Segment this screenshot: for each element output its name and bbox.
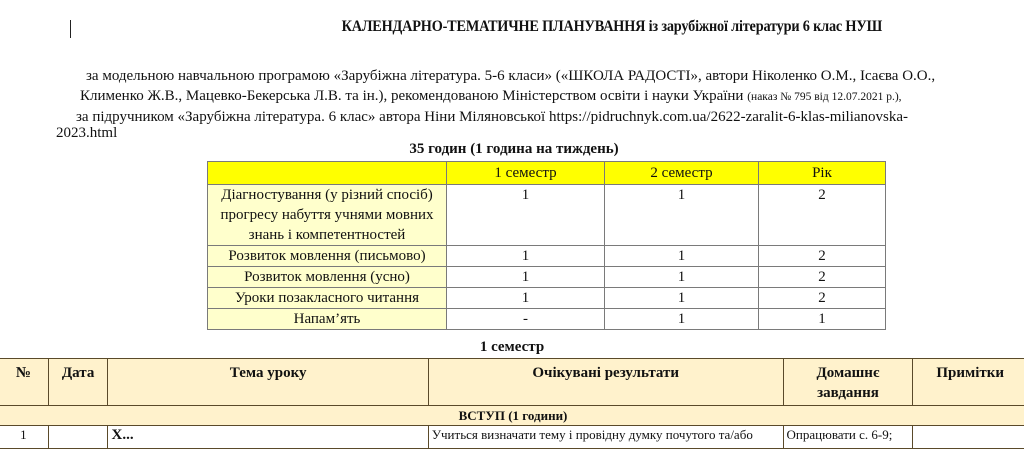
summary-header-year: Рік: [759, 162, 886, 185]
summary-header-semester-1: 1 семестр: [447, 162, 605, 185]
summary-cell-year: 2: [759, 288, 886, 309]
plan-header-date: Дата: [48, 359, 108, 406]
lesson-homework: Опрацювати с. 6-9;: [783, 426, 913, 449]
lesson-topic: Х...: [108, 426, 428, 449]
section-title: ВСТУП (1 години): [0, 406, 1024, 426]
summary-row-label: Уроки позакласного читання: [208, 288, 447, 309]
summary-cell-s2: 1: [605, 185, 759, 246]
hours-summary-table: [207, 161, 886, 330]
summary-cell-s1: 1: [447, 288, 605, 309]
intro-line-3: за підручником «Зарубіжна література. 6 клас» автора Ніни Міляновської https://pidruchnyk.com.ua/2622-zaralit-6-klas-milianovska-: [76, 109, 909, 125]
summary-cell-s2: 1: [605, 267, 759, 288]
summary-cell-year: 2: [759, 246, 886, 267]
summary-row: [208, 185, 886, 246]
decree-reference: (наказ № 795 від 12.07.2021 р.),: [747, 91, 902, 103]
lesson-date: [48, 426, 108, 449]
summary-row-label: Напам’ять: [208, 309, 447, 330]
lesson-number: 1: [0, 426, 48, 449]
summary-row: [208, 309, 886, 330]
summary-cell-year: 2: [759, 267, 886, 288]
plan-header-results: Очікувані результати: [428, 359, 783, 406]
summary-cell-s2: 1: [605, 288, 759, 309]
plan-header-notes: Примітки: [913, 359, 1024, 406]
plan-header-number: №: [0, 359, 48, 406]
summary-cell-s1: -: [447, 309, 605, 330]
summary-cell-s1: 1: [447, 185, 605, 246]
hours-title: 35 годин (1 година на тиждень): [409, 141, 619, 157]
semester-title: 1 семестр: [479, 339, 545, 355]
summary-cell-year: 1: [759, 309, 886, 330]
lesson-results: Учиться визначати тему і провідну думку почутого та/або: [428, 426, 783, 449]
summary-header-empty: [208, 162, 447, 185]
summary-cell-s1: 1: [447, 267, 605, 288]
intro-paragraph: [56, 66, 1016, 143]
summary-cell-s2: 1: [605, 309, 759, 330]
lesson-plan-table: [0, 358, 1024, 449]
summary-cell-s2: 1: [605, 246, 759, 267]
plan-header-topic: Тема уроку: [108, 359, 428, 406]
intro-line-4: 2023.html: [56, 125, 118, 141]
plan-section-row: [0, 406, 1024, 426]
lesson-notes: [913, 426, 1024, 449]
plan-header-row: [0, 359, 1024, 406]
summary-row: [208, 246, 886, 267]
summary-header-row: [208, 162, 886, 185]
intro-line-1: за модельною навчальною програмою «Зарубіжна література. 5-6 класи» («ШКОЛА РАДОСТІ», автори Ніколенко О.М., Ісаєва О.О.,: [86, 68, 936, 84]
plan-header-homework: Домашнє завдання: [783, 359, 913, 406]
summary-row: [208, 267, 886, 288]
table-row: [0, 426, 1024, 449]
summary-row-label: Розвиток мовлення (усно): [208, 267, 447, 288]
document-title: КАЛЕНДАРНО-ТЕМАТИЧНЕ ПЛАНУВАННЯ із зарубіжної літератури 6 клас НУШ: [341, 18, 883, 35]
intro-line-2-main: Клименко Ж.В., Мацевко-Бекерська Л.В. та ін.), рекомендованою Міністерством освіти і науки України: [80, 88, 748, 104]
summary-row: [208, 288, 886, 309]
summary-row-label: Розвиток мовлення (письмово): [208, 246, 447, 267]
summary-cell-s1: 1: [447, 246, 605, 267]
summary-row-label: Діагностування (у різний спосіб) прогресу набуття учнями мовних знань і компетентностей: [208, 185, 447, 246]
summary-header-semester-2: 2 семестр: [605, 162, 759, 185]
summary-cell-year: 2: [759, 185, 886, 246]
intro-line-2: [56, 86, 1016, 107]
